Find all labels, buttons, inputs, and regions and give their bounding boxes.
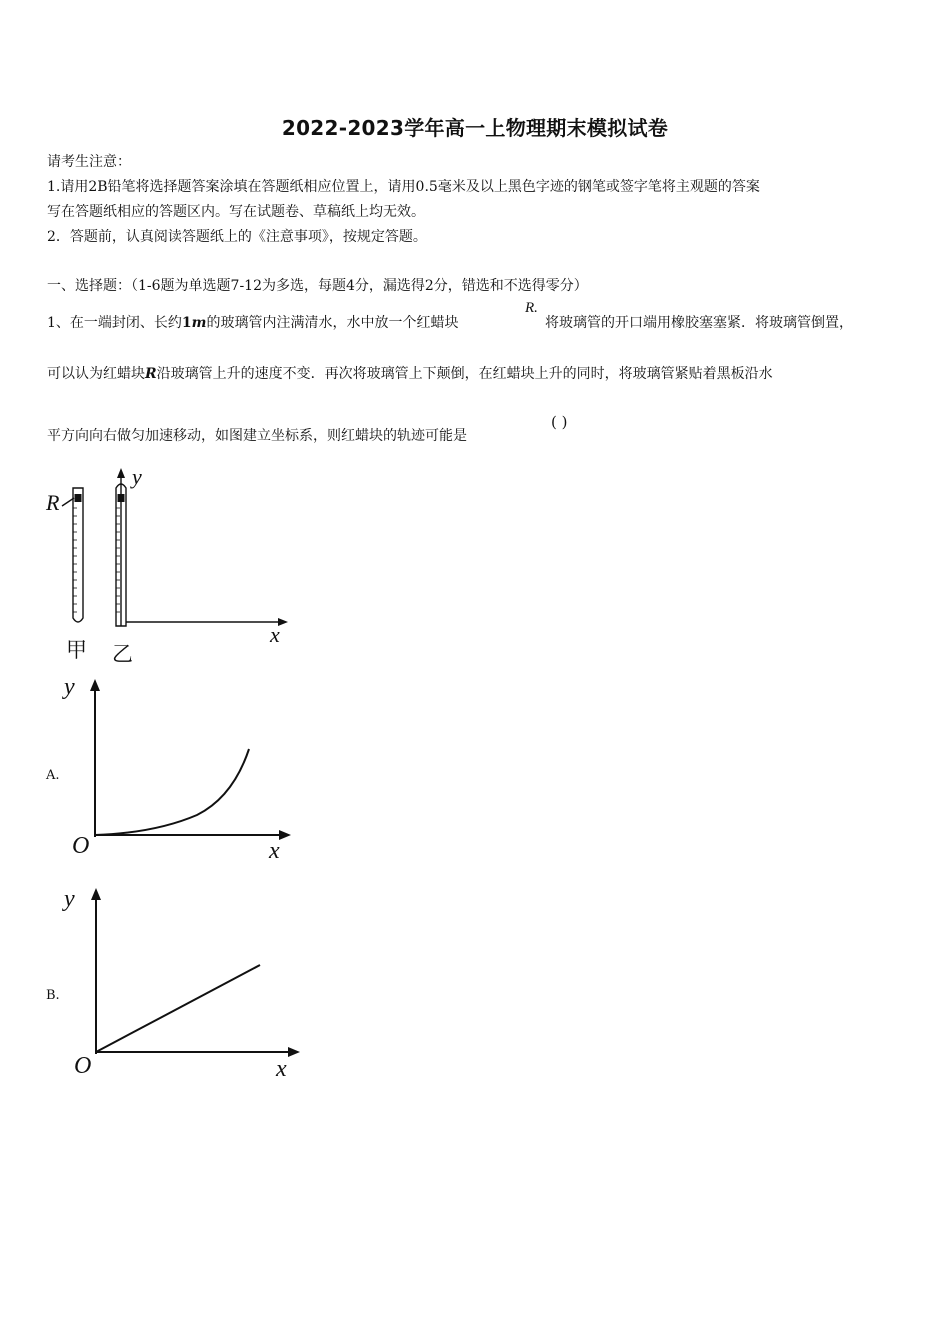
question-1-line-3: 平方向向右做匀加速移动，如图建立坐标系，则红蜡块的轨迹可能是 bbox=[47, 428, 467, 444]
notice-item-1-line-2: 写在答题纸相应的答题区内。写在试题卷、草稿纸上均无效。 bbox=[47, 204, 425, 220]
question-1-text-b: 的玻璃管内注满清水，水中放一个红蜡块 bbox=[206, 315, 459, 331]
option-b-line bbox=[96, 965, 260, 1052]
question-1-line-2-b: 沿玻璃管上升的速度不变．再次将玻璃管上下颠倒，在红蜡块上升的同时，将玻璃管紧贴着黑板沿水 bbox=[156, 366, 773, 382]
question-1-line-2 bbox=[47, 364, 773, 384]
option-b-label[interactable]: B. bbox=[46, 988, 60, 1003]
figure-y-arrow bbox=[117, 468, 125, 478]
question-1-line-2-a: 可以认为红蜡块 bbox=[47, 366, 145, 382]
option-b-origin-label: O bbox=[74, 1053, 92, 1079]
option-a-label[interactable]: A. bbox=[46, 768, 60, 783]
question-1-length-number: 1 bbox=[181, 315, 192, 331]
notice-item-1-line-1: 1.请用2B铅笔将选择题答案涂填在答题纸相应位置上，请用0.5毫米及以上黑色字迹的钢笔或签字笔将主观题的答案 bbox=[47, 179, 760, 195]
option-b-axis-y-label: y bbox=[64, 886, 75, 912]
figure-label-yi: 乙 bbox=[112, 642, 133, 666]
option-b-y-arrow bbox=[91, 888, 101, 900]
figure-label-r: R bbox=[46, 490, 60, 515]
option-a-origin-label: O bbox=[72, 833, 90, 859]
wax-block-jia bbox=[75, 494, 82, 502]
page-title: 2022-2023学年高一上物理期末模拟试卷 bbox=[281, 116, 669, 140]
option-a-axis-y-label: y bbox=[64, 674, 75, 700]
option-a-x-arrow bbox=[279, 830, 291, 840]
option-b-graph bbox=[86, 886, 306, 1058]
option-a-axis-x-label: x bbox=[269, 838, 280, 864]
notice-heading: 请考生注意： bbox=[47, 154, 131, 170]
option-b-x-arrow bbox=[288, 1047, 300, 1057]
question-1-line-1 bbox=[47, 313, 459, 333]
section-heading: 一、选择题：（1-6题为单选题7-12为多选，每题4分，漏选得2分，错选和不选得零分） bbox=[47, 278, 588, 294]
figure-label-jia: 甲 bbox=[66, 638, 87, 662]
wax-block-yi bbox=[118, 494, 125, 502]
answer-bracket: ( ) bbox=[551, 413, 568, 431]
question-1-line-2-r: R bbox=[145, 366, 157, 382]
option-a-y-arrow bbox=[90, 679, 100, 691]
question-1-text-a: 1、在一端封闭、长约 bbox=[47, 315, 182, 331]
question-1-text-c: 将玻璃管的开口端用橡胶塞塞紧．将玻璃管倒置， bbox=[545, 315, 853, 331]
option-a-graph bbox=[85, 677, 300, 847]
notice-item-2: 2．答题前，认真阅读答题纸上的《注意事项》，按规定答题。 bbox=[47, 229, 427, 245]
figure-axis-y-label: y bbox=[132, 464, 142, 489]
question-1-length-unit: m bbox=[191, 315, 207, 331]
figure-axis-x-label: x bbox=[270, 622, 280, 647]
option-b-axis-x-label: x bbox=[276, 1056, 287, 1082]
question-1-symbol-r: R. bbox=[525, 300, 538, 316]
tube-scale-ticks bbox=[73, 508, 120, 612]
option-a-curve bbox=[95, 749, 249, 835]
